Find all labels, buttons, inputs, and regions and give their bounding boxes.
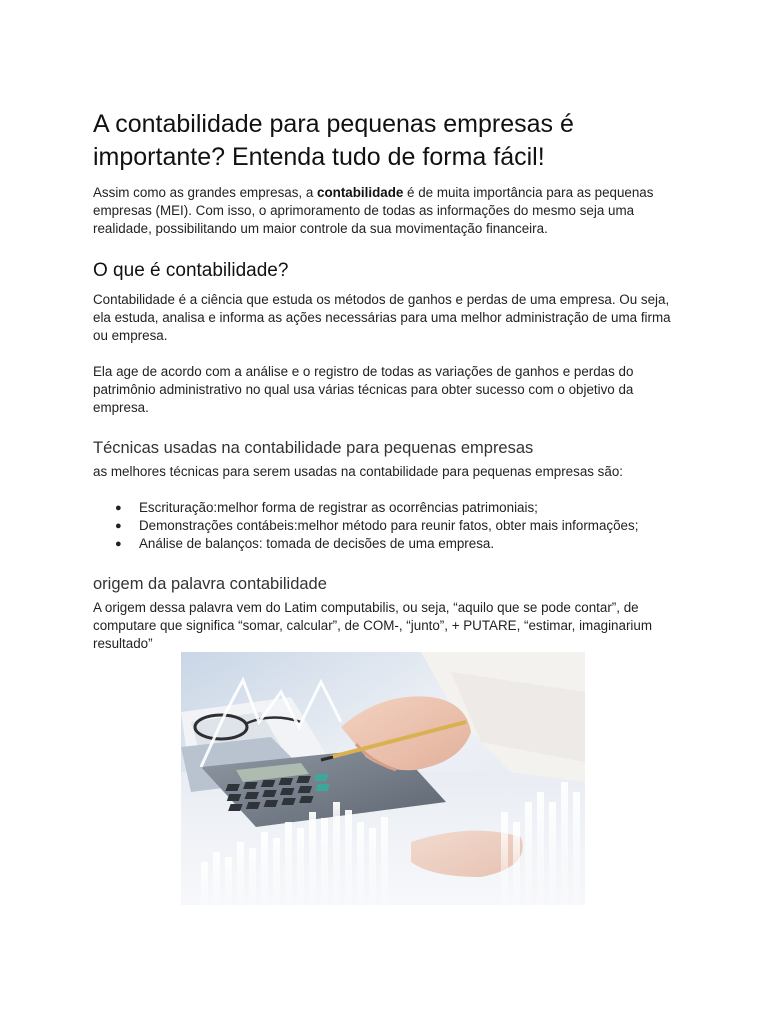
list-item [115, 517, 675, 535]
bullet-icon: ● [115, 538, 122, 550]
bullet-icon: ● [115, 520, 122, 532]
document-page [93, 108, 675, 653]
origin-paragraph: A origem dessa palavra vem do Latim computabilis, ou seja, “aquilo que se pode contar”, de computare que significa “somar, calcular”, de COM-, “junto”, + PUTARE, “estimar, imaginarium resultado” [93, 600, 652, 651]
intro-bold-term: contabilidade [317, 185, 404, 200]
calculator-finance-photo [181, 652, 585, 905]
list-item-text: Escrituração:melhor forma de registrar as ocorrências patrimoniais; [139, 500, 538, 515]
list-item-text: Análise de balanços: tomada de decisões de uma empresa. [139, 536, 495, 551]
bullet-icon: ● [115, 502, 122, 514]
techniques-intro: as melhores técnicas para serem usadas na contabilidade para pequenas empresas são: [93, 464, 623, 479]
list-item [115, 535, 675, 553]
techniques-list [93, 499, 675, 553]
list-item-text: Demonstrações contábeis:melhor método para reunir fatos, obter mais informações; [139, 518, 639, 533]
intro-text-before: Assim como as grandes empresas, a [93, 185, 318, 200]
section-heading-origin: origem da palavra contabilidade [93, 575, 327, 593]
section1-paragraph-2: Ela age de acordo com a análise e o registro de todas as variações de ganhos e perdas do patrimônio administrativo no qual usa várias técnicas para obter sucesso com o objetivo da empresa. [93, 364, 634, 415]
document-title: A contabilidade para pequenas empresas é importante? Entenda tudo de forma fácil! [93, 110, 574, 171]
section-heading-techniques: Técnicas usadas na contabilidade para pequenas empresas [93, 439, 534, 457]
paragraph-spacer [93, 345, 675, 363]
list-item [115, 499, 675, 517]
section-heading-what-is: O que é contabilidade? [93, 260, 289, 281]
intro-text-after: é de muita importância para as pequenas empresas (MEI). Com isso, o aprimoramento de todas as informações do mesmo seja uma realidade, possibilitando um maior controle da sua movimentação financeira. [93, 185, 654, 236]
intro-paragraph [93, 184, 675, 238]
section1-paragraph-1: Contabilidade é a ciência que estuda os métodos de ganhos e perdas de uma empresa. Ou seja, ela estuda, analisa e informa as ações necessárias para uma melhor administração de uma firma ou empresa. [93, 292, 671, 343]
photo-illustration [181, 652, 585, 905]
